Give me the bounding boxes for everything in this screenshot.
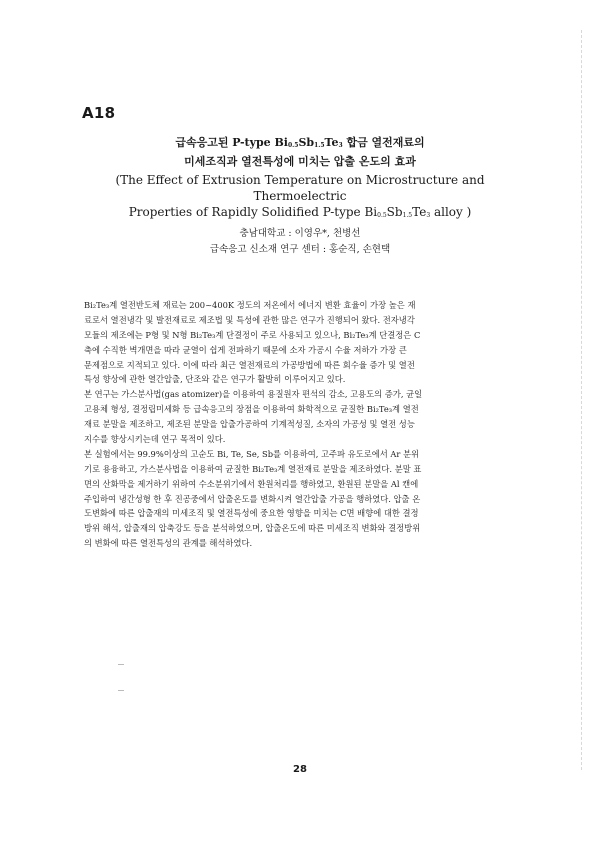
body-line: 고용체 형성, 결정립미세화 등 급속응고의 장점을 이용하여 화학적으로 균질한 Bi₂Te₃계 열전: [84, 404, 419, 415]
page-number: 28: [293, 764, 307, 775]
scan-edge: [580, 30, 582, 770]
body-line: 축에 수직한 벽개면을 따라 균열이 쉽게 전파하기 때문에 소자 가공시 수율 저하가 가장 큰: [84, 344, 407, 355]
abstract-body: [84, 298, 518, 551]
body-line: 재료 분말을 제조하고, 제조된 분말을 압출가공하여 기계적성질, 소자의 가공성 및 열전 성능: [84, 419, 415, 430]
korean-title: [80, 135, 520, 170]
author-affiliation-2: 급속응고 신소재 연구 센터 : 홍순직, 손현택: [209, 244, 391, 255]
body-line: 도변화에 따른 압출재의 미세조직 및 열전특성에 중요한 영향을 미치는 C면 배향에 대한 결정: [84, 508, 419, 519]
body-line: 의 변화에 따른 열전특성의 관계를 해석하였다.: [84, 538, 253, 549]
body-line: Bi₂Te₃계 열전반도체 재료는 200~400K 정도의 저온에서 에너지 변환 효율이 가장 높은 재: [84, 300, 416, 310]
korean-title-line-1: 급속응고된 P-type Bi0.5Sb1.5Te3 합금 열전재료의: [175, 136, 425, 149]
body-line: 특성 향상에 관한 열간압출, 단조와 같은 연구가 활발히 이루어지고 있다.: [84, 374, 346, 385]
body-line: 기로 용융하고, 가스분사법을 이용하여 균질한 Bi₂Te₃계 열전재료 분말을 제조하였다. 분말 표: [84, 463, 422, 474]
body-line: 모듈의 제조에는 P형 및 N형 Bi₂Te₃계 단결정이 주로 사용되고 있으나, Bi₂Te₃계 단결정은 C: [84, 329, 421, 340]
author-affiliation-1: 충남대학교 : 이영우*, 천병선: [239, 228, 361, 239]
english-title-line-1: (The Effect of Extrusion Temperature on Microstructure and Thermoelectric: [115, 173, 485, 203]
body-line: 지수를 향상시키는데 연구 목적이 있다.: [84, 434, 226, 445]
english-title: [80, 172, 520, 224]
body-line: 주입하여 냉간성형 한 후 진공중에서 압출온도를 변화시켜 열간압출 가공을 행하였다. 압출 온: [84, 493, 421, 504]
body-line: 본 실험에서는 99.9%이상의 고순도 Bi, Te, Se, Sb를 이용하여, 고주파 유도로에서 Ar 분위: [84, 448, 420, 459]
body-line: 본 연구는 가스분사법(gas atomizer)을 이용하여 용질원자 편석의 감소, 고용도의 증가, 균일: [84, 389, 423, 400]
margin-mark: [118, 664, 124, 665]
abstract-label: A18: [82, 104, 116, 122]
body-line: 문제점으로 지적되고 있다. 이에 따라 최근 열전재료의 가공방법에 따른 회수율 증가 및 열전: [84, 359, 415, 370]
body-line: 면의 산화막을 제거하기 위하여 수소분위기에서 환원처리를 행하였고, 환원된 분말을 Al 캔에: [84, 478, 419, 489]
body-line: 료로서 열전냉각 및 발전재료로 제조법 및 특성에 관한 많은 연구가 진행되어 왔다. 전자냉각: [84, 314, 415, 325]
body-line: 방위 해석, 압출재의 압축강도 등을 분석하였으며, 압출온도에 따른 미세조직 변화와 결정방위: [84, 523, 421, 534]
korean-title-line-2: 미세조직과 열전특성에 미치는 압출 온도의 효과: [184, 155, 416, 168]
authors: [80, 226, 520, 258]
margin-mark: [118, 690, 124, 691]
english-title-line-2: Properties of Rapidly Solidified P-type Bi0.5Sb1.5Te3 alloy ): [128, 205, 472, 219]
